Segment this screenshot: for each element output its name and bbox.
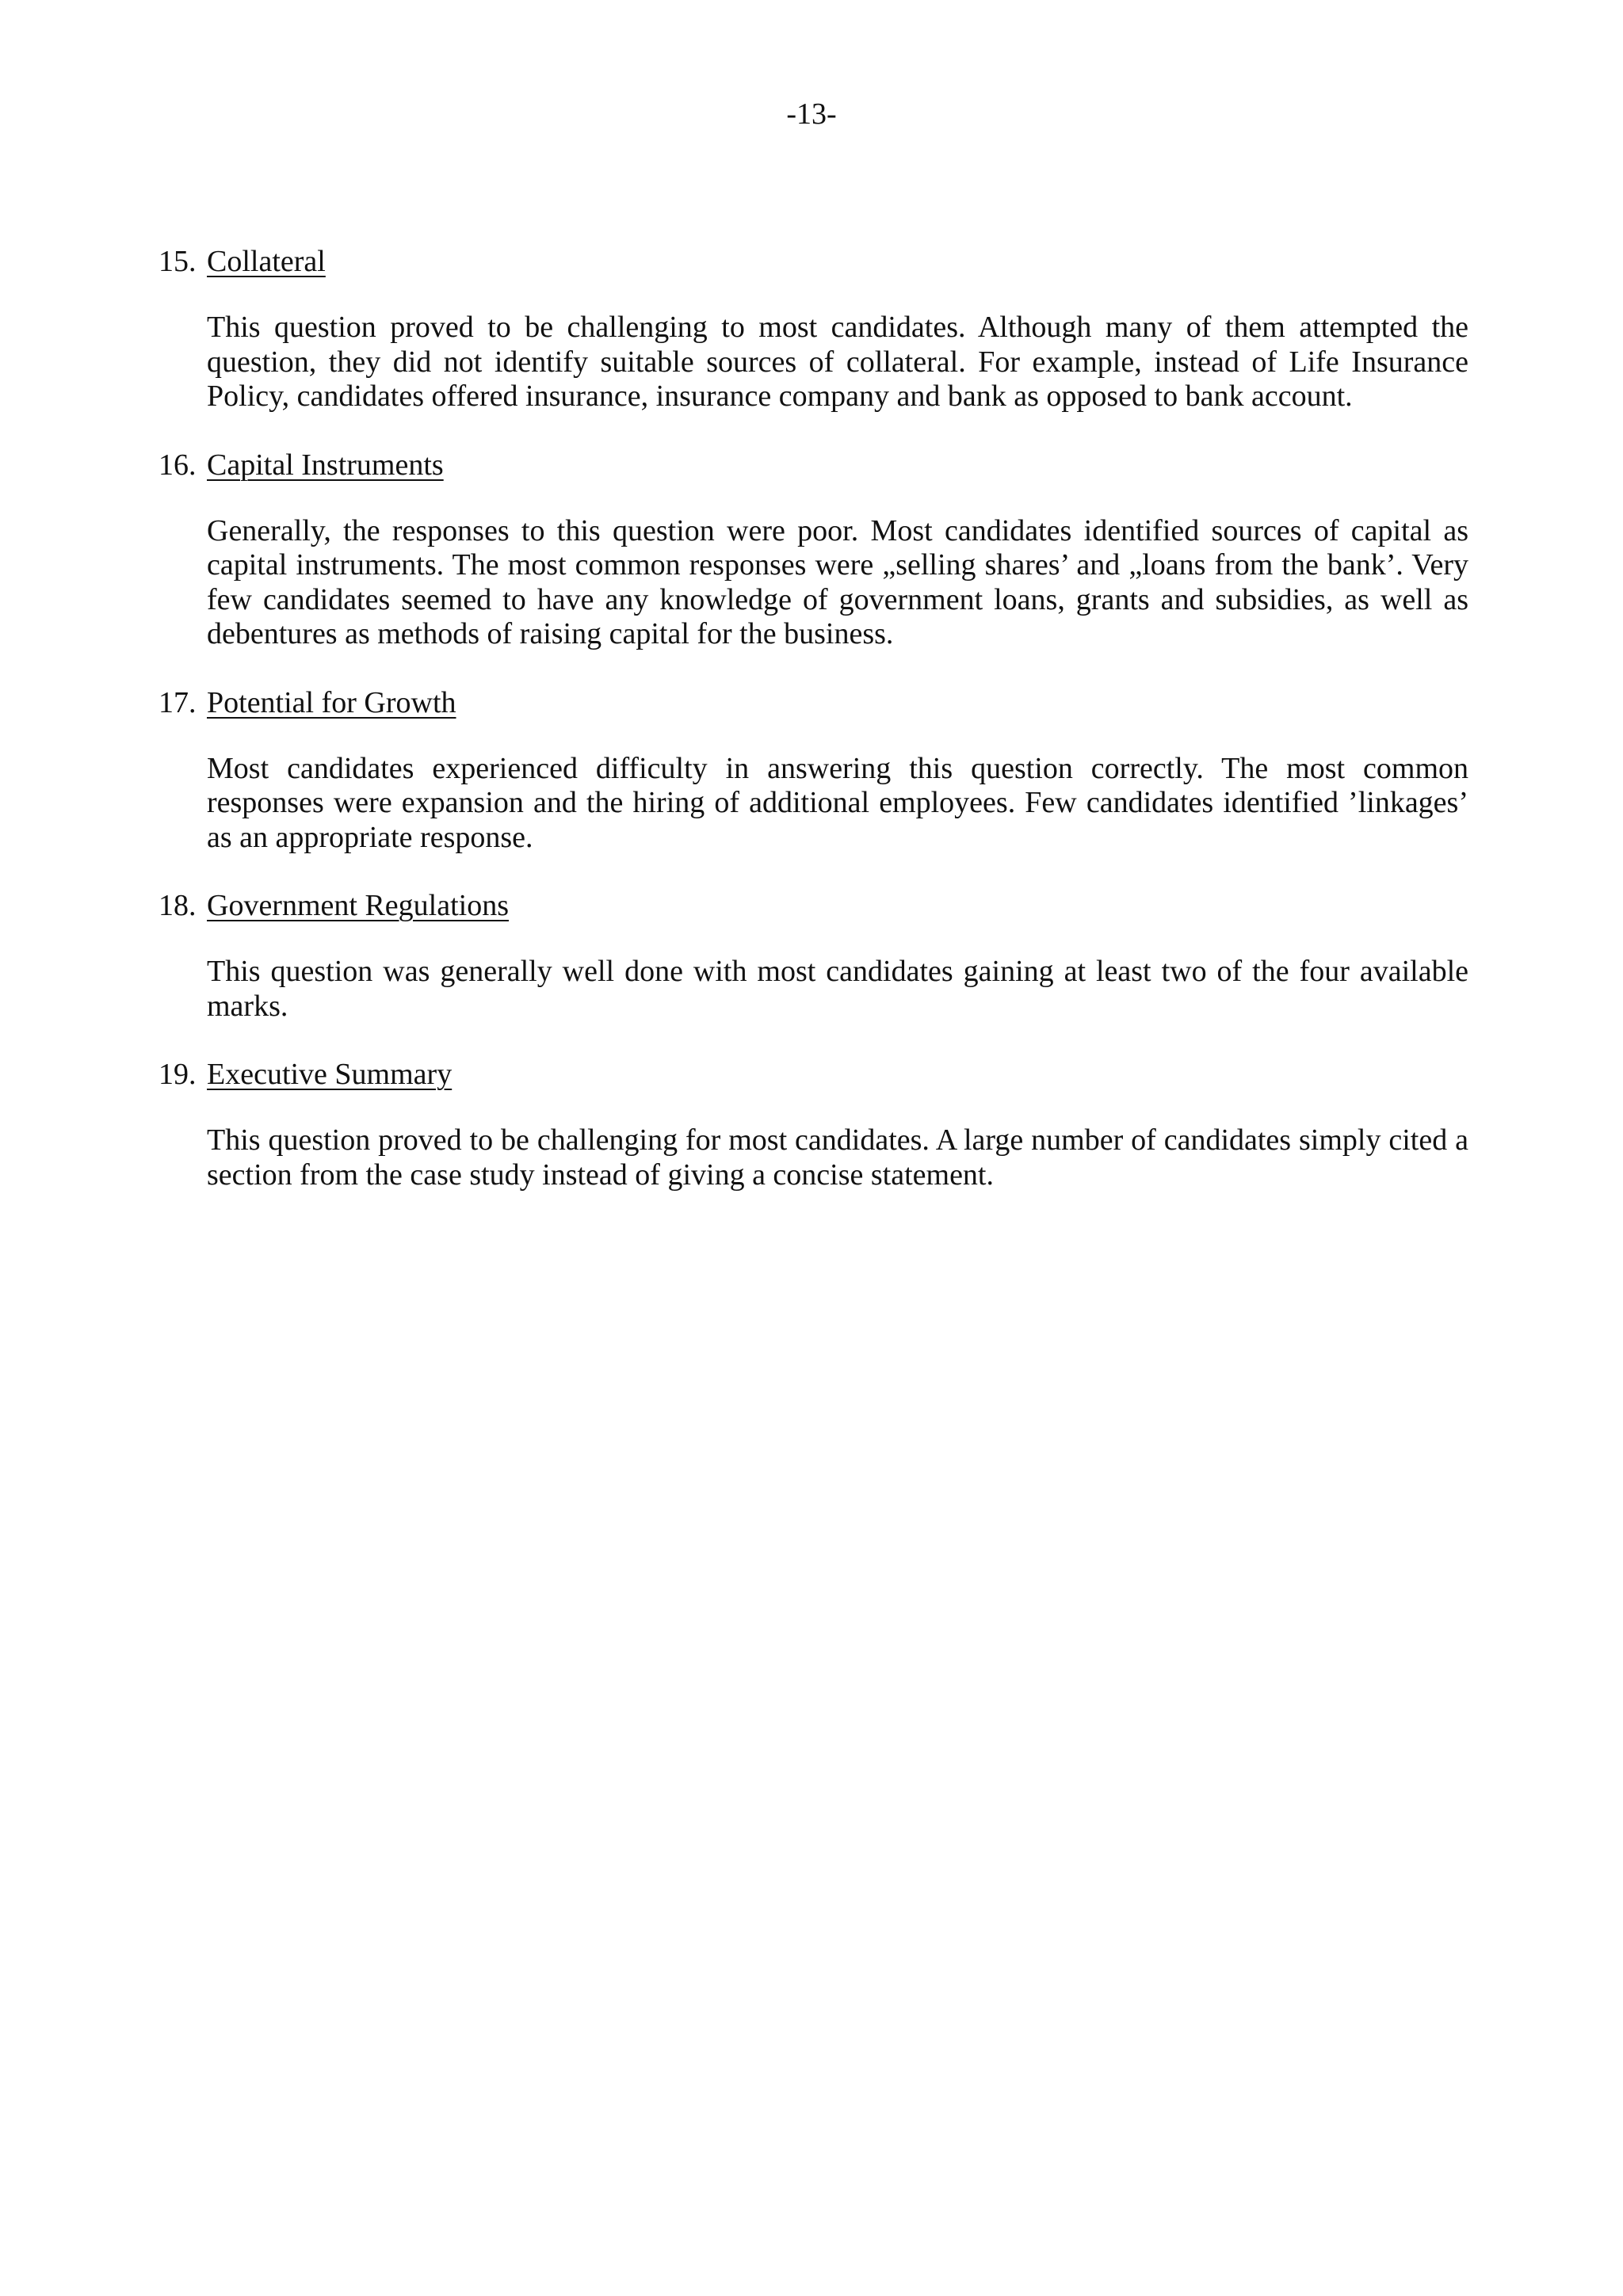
section-capital-instruments xyxy=(0,446,1623,652)
section-heading xyxy=(0,446,1623,484)
section-body: Most candidates experienced difficulty in answering this question correctly. The most common responses were expansion and the hiring of additional employees. Few candidates identified ’linkages’ as an appropriate response. xyxy=(207,751,1468,854)
section-title: Executive Summary xyxy=(207,1058,453,1091)
section-title: Government Regulations xyxy=(207,889,509,922)
section-potential-for-growth xyxy=(0,684,1623,856)
section-number: 18. xyxy=(158,889,197,922)
section-title: Potential for Growth xyxy=(207,685,456,719)
section-title: Capital Instruments xyxy=(207,448,444,482)
section-number: 16. xyxy=(158,448,197,482)
section-title: Collateral xyxy=(207,245,326,278)
section-body: This question was generally well done with most candidates gaining at least two of the four available marks. xyxy=(207,955,1468,1023)
section-body: Generally, the responses to this question were poor. Most candidates identified sources of capital as capital instruments. The most common responses were „selling shares’ and „loans from the bank’. Very few candidates seemed to have any knowledge of government loans, grants and subsidies, as well as debentures as methods of raising capital for the business. xyxy=(207,513,1468,650)
sections-list xyxy=(0,242,1623,1192)
section-number: 15. xyxy=(158,245,197,278)
section-heading xyxy=(0,684,1623,722)
section-number: 17. xyxy=(158,685,197,719)
section-executive-summary xyxy=(0,1055,1623,1192)
page-number: -13- xyxy=(786,97,837,131)
section-heading xyxy=(0,1055,1623,1093)
section-government-regulations xyxy=(0,887,1623,1024)
section-heading xyxy=(0,887,1623,925)
section-heading xyxy=(0,242,1623,280)
section-body: This question proved to be challenging to most candidates. Although many of them attempted the question, they did not identify suitable sources of collateral. For example, instead of Life Insurance Policy, candidates offered insurance, insurance company and bank as opposed to bank account. xyxy=(207,311,1468,413)
section-body: This question proved to be challenging for most candidates. A large number of candidates simply cited a section from the case study instead of giving a concise statement. xyxy=(207,1123,1468,1192)
section-number: 19. xyxy=(158,1058,197,1091)
section-collateral xyxy=(0,242,1623,414)
